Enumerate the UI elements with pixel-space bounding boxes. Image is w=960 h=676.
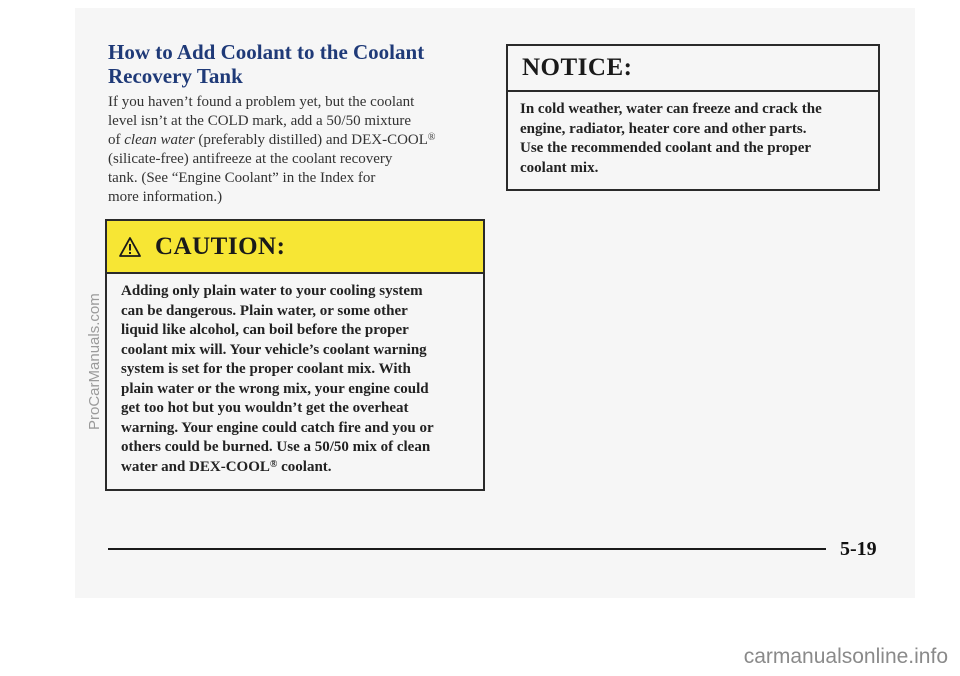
heading-line: How to Add Coolant to the Coolant (108, 40, 425, 64)
bottom-watermark: carmanualsonline.info (743, 645, 948, 668)
caution-line: warning. Your engine could catch fire and you or (121, 419, 434, 436)
caution-line: can be dangerous. Plain water, or some other (121, 302, 408, 319)
caution-text-part: water and DEX-COOL (121, 458, 270, 475)
notice-text (508, 92, 878, 178)
notice-title: NOTICE: (522, 54, 633, 81)
caution-box (105, 219, 485, 491)
caution-line (121, 458, 469, 478)
caution-text (107, 274, 483, 477)
footer-rule (108, 548, 826, 550)
intro-line: tank. (See “Engine Coolant” in the Index for (108, 170, 376, 186)
intro-text: of (108, 132, 125, 148)
section-heading (108, 40, 448, 88)
intro-line: more information.) (108, 189, 223, 205)
notice-line: coolant mix. (520, 159, 599, 176)
caution-line: system is set for the proper coolant mix. With (121, 361, 411, 377)
notice-line: engine, radiator, heater core and other parts. (520, 120, 807, 137)
side-watermark-text: ProCarManuals.com (86, 293, 103, 430)
caution-line: plain water or the wrong mix, your engine could (121, 380, 429, 397)
caution-line: liquid like alcohol, can boil before the proper (121, 322, 409, 338)
caution-title: CAUTION: (155, 232, 286, 260)
notice-line: Use the recommended coolant and the proper (520, 140, 812, 156)
caution-line: coolant mix will. Your vehicle’s coolant warning (121, 341, 427, 358)
intro-line: If you haven’t found a problem yet, but the coolant (108, 94, 415, 110)
notice-header (508, 46, 878, 92)
caution-line: Adding only plain water to your cooling system (121, 283, 423, 299)
page-number: 5-19 (840, 538, 877, 560)
notice-line: In cold weather, water can freeze and crack the (520, 101, 822, 117)
registered-mark: ® (427, 132, 436, 143)
intro-line: (silicate-free) antifreeze at the coolant recovery (108, 151, 393, 167)
registered-mark: ® (269, 458, 278, 470)
heading-line: Recovery Tank (108, 64, 243, 88)
caution-line: get too hot but you wouldn’t get the overheat (121, 400, 409, 416)
caution-line: others could be burned. Use a 50/50 mix of clean (121, 439, 431, 455)
intro-paragraph (108, 93, 478, 207)
caution-header (107, 221, 483, 274)
caution-text-part: coolant. (277, 458, 332, 475)
warning-triangle-icon (119, 237, 141, 257)
notice-box (506, 44, 880, 191)
emphasis-clean-water: clean water (124, 132, 195, 148)
intro-line (108, 131, 478, 150)
intro-line: level isn’t at the COLD mark, add a 50/50 mixture (108, 113, 411, 129)
intro-text: (preferably distilled) and DEX-COOL (194, 132, 428, 148)
